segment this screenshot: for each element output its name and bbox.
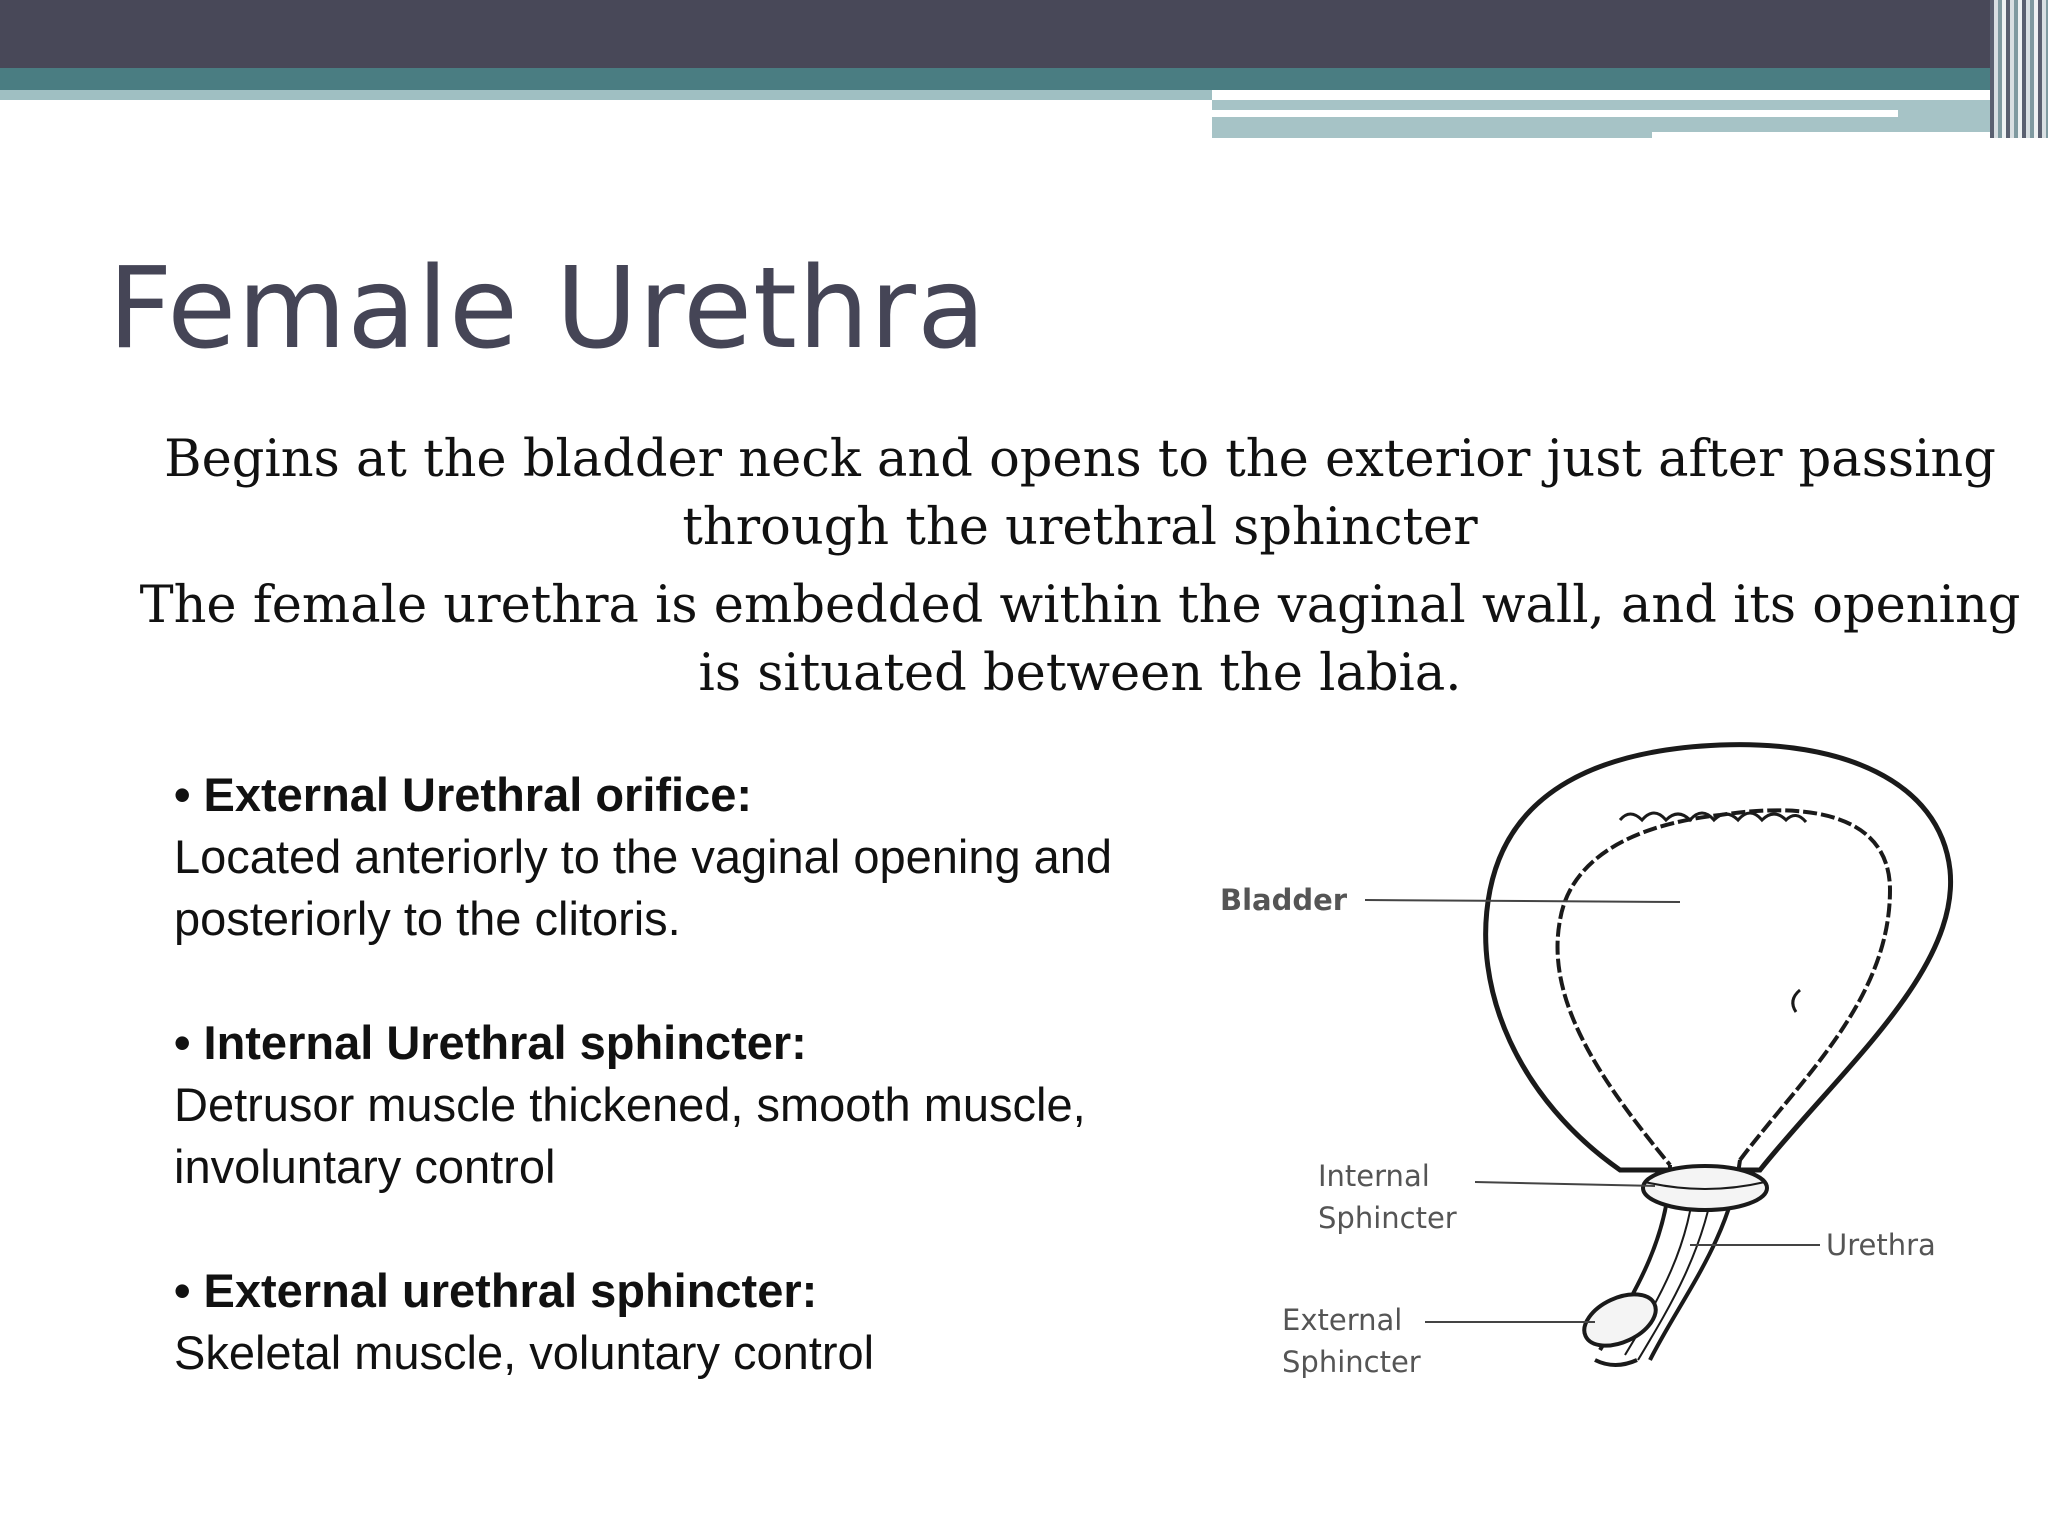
bullet-heading: • Internal Urethral sphincter: [174,1016,807,1069]
label-external: External [1282,1303,1403,1337]
header-stripe [1212,110,1898,117]
bladder-leader-line [1365,900,1680,902]
header-bar-light-left [0,90,1212,100]
bullet-heading: • External urethral sphincter: [174,1264,818,1317]
label-urethra: Urethra [1826,1228,1936,1262]
label-bladder: Bladder [1220,883,1348,917]
bladder-rugae [1620,813,1806,822]
bladder-ureter-mark [1793,990,1800,1012]
header-bar-teal [0,68,1998,90]
intro-paragraph: Begins at the bladder neck and opens to the exterior just after passing through the urethral sphincter [164,430,1996,557]
corner-stripes [1990,0,2048,138]
bullet-list [174,764,1174,1446]
bullet-text: Located anteriorly to the vaginal opening and posteriorly to the clitoris. [174,830,1113,945]
bullet-text: Skeletal muscle, voluntary control [174,1326,875,1379]
internal-sphincter-leader-line [1475,1182,1655,1186]
bullet-item [174,1260,1174,1384]
detail-paragraph: The female urethra is embedded within the vaginal wall, and its opening is situated between the labia. [139,576,2021,703]
label-internal-sphincter: Sphincter [1318,1201,1457,1235]
bullet-text: Detrusor muscle thickened, smooth muscle, involuntary control [174,1078,1086,1193]
header-stripe [1652,132,1998,140]
bullet-item [174,764,1174,950]
external-sphincter-ring [1576,1284,1663,1356]
label-external-sphincter: Sphincter [1282,1345,1421,1379]
bullet-heading: • External Urethral orifice: [174,768,753,821]
bullet-item [174,1012,1174,1198]
slide-title: Female Urethra [108,244,987,374]
label-internal: Internal [1318,1159,1430,1193]
header-bar-dark [0,0,2048,68]
bladder-inner-wall [1558,810,1890,1165]
urethra-opening [1595,1360,1637,1365]
bladder-outline [1486,745,1951,1170]
bladder-diagram [1200,720,1980,1420]
